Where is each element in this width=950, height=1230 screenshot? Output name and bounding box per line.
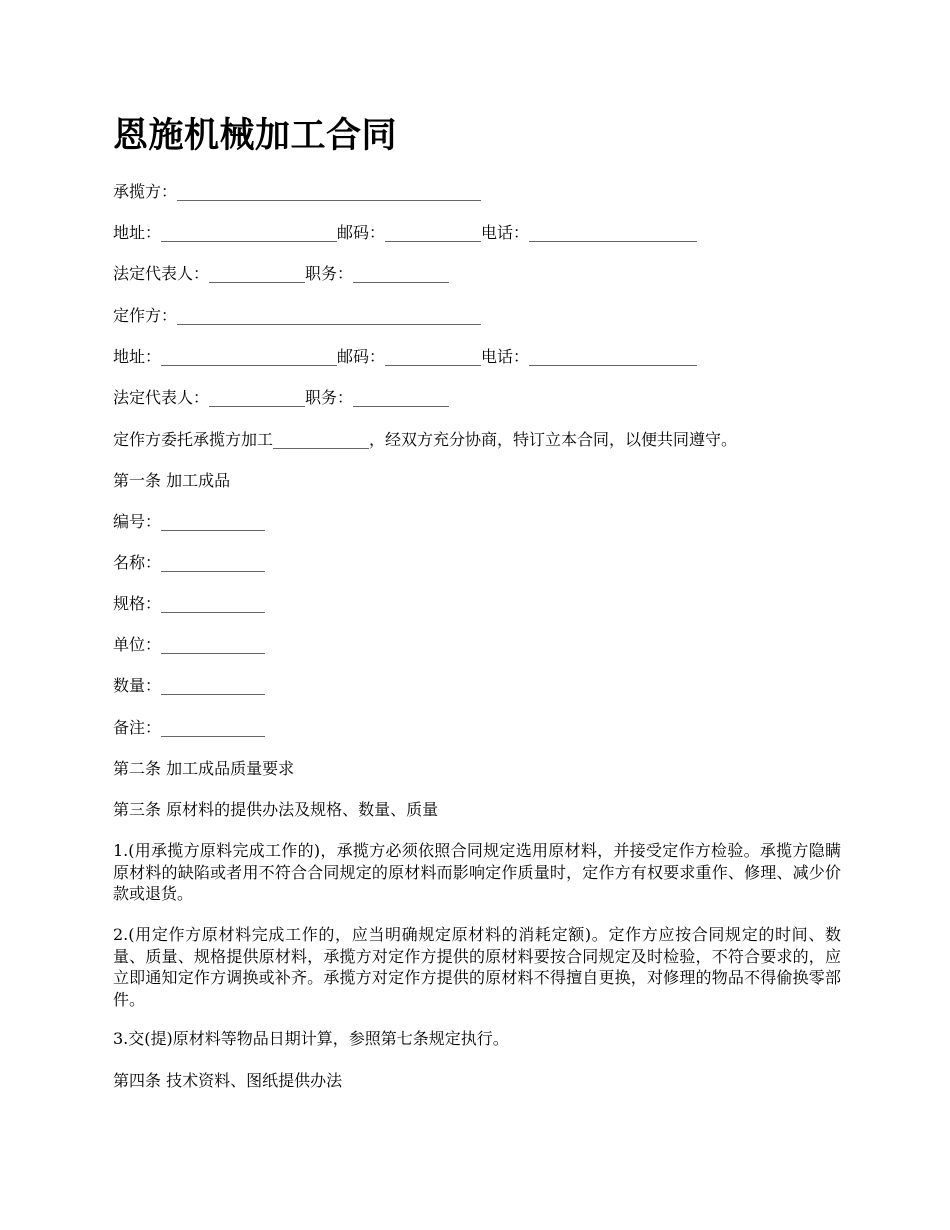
- orderer-name-line: 定作方：______________________________________: [113, 306, 482, 325]
- contractor-representative-line: 法定代表人：____________职务：____________: [113, 264, 450, 283]
- field-number: 编号：_____________: [113, 512, 266, 531]
- field-name: 名称：_____________: [113, 553, 266, 572]
- article-2-heading: 第二条 加工成品质量要求: [113, 759, 295, 778]
- clause-3-line: 3.交(提)原材料等物品日期计算，参照第七条规定执行。: [113, 1029, 509, 1048]
- contractor-name-line: 承揽方：______________________________________: [113, 182, 482, 201]
- document-title: 恩施机械加工合同: [113, 115, 398, 156]
- orderer-representative-line: 法定代表人：____________职务：____________: [113, 388, 450, 407]
- field-spec: 规格：_____________: [113, 594, 266, 613]
- article-1-heading: 第一条 加工成品: [113, 471, 231, 490]
- clause-paragraph: 1.(用承揽方原料完成工作的)，承揽方必须依照合同规定选用原材料，并接受定作方检验。承揽方隐瞒原材料的缺陷或者用不符合合同规定的原材料而影响定作质量时，定作方有权要求重作、修理、减少价款或退货。: [113, 841, 841, 903]
- clause-paragraph: 2.(用定作方原材料完成工作的，应当明确规定原材料的消耗定额)。定作方应按合同规定的时间、数量、质量、规格提供原材料，承揽方对定作方提供的原材料要按合同规定及时检验，不符合要求的，应立即通知定作方调换或补齐。承揽方对定作方提供的原材料不得擅自更换，对修理的物品不得偷换零部件。: [113, 925, 841, 1009]
- field-unit: 单位：_____________: [113, 635, 266, 654]
- contractor-address-line: 地址：______________________邮码：____________电话：_____________________: [113, 223, 698, 242]
- field-quantity: 数量：_____________: [113, 676, 266, 695]
- article-3-heading: 第三条 原材料的提供办法及规格、数量、质量: [113, 800, 439, 819]
- field-remarks: 备注：_____________: [113, 718, 266, 737]
- orderer-address-line: 地址：______________________邮码：____________电话：_____________________: [113, 347, 698, 366]
- article-4-heading: 第四条 技术资料、图纸提供办法: [113, 1071, 343, 1090]
- preamble-line: 定作方委托承揽方加工____________，经双方充分协商，特订立本合同，以便共同遵守。: [113, 430, 738, 449]
